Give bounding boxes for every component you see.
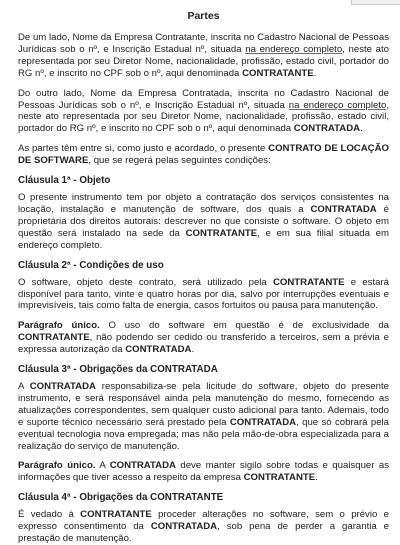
paragraph-contratante [18, 32, 389, 80]
clause-4-title: Cláusula 4ª - Obrigações da CONTRATANTE [18, 492, 224, 504]
text: De um lado, Nome da Empresa Contratante, inscrita no Cadastro Nacional de Pessoas Jurídicas sob o nº, e Inscrição Estadual nº, situada [18, 32, 389, 55]
clause-3-paragraph [18, 460, 389, 484]
text: . [191, 344, 195, 356]
text: O presente instrumento tem por objeto a contratação dos serviços consistentes na locação, instalação e manutenção de software, dos quais a [18, 192, 389, 215]
bold-term: CONTRATADA [310, 203, 377, 215]
bold-term: CONTRATADA [150, 521, 218, 533]
text: As partes têm entre si, como justo e acordado, o presente [18, 143, 269, 155]
paragraph-agreement [18, 143, 389, 167]
bold-term: CONTRATADA [109, 460, 176, 472]
text: , que se regerá pelas seguintes condições: [88, 155, 271, 167]
clause-2-text [18, 277, 389, 313]
bold-term: CONTRATANTE [185, 227, 258, 239]
paragraph-contratada [18, 88, 389, 136]
bold-term: CONTRATANTE [18, 332, 90, 344]
clause-3-title: Cláusula 3ª - Obrigações da CONTRATADA [18, 364, 218, 376]
text: . [313, 67, 317, 79]
clause-3-text [18, 381, 389, 452]
text: , neste ato representada por seu Diretor Nome, nacionalidade, profissão, estado civil, portador do RG nº, e inscrito no CPF sob o nº, aqui denominada [18, 43, 389, 79]
clause-2-title: Cláusula 2ª - Condições de uso [18, 259, 164, 271]
bold-term: CONTRATADA [293, 123, 361, 135]
text: proceder alterações no software, sem o prévio e expresso consentimento da [18, 509, 389, 533]
text: responsabiliza-se pela licitude do software, objeto do presente instrumento, e será responsável ainda pela manutenção do mesmo, fornecendo as atualizações correspondentes, sem qualquer custo adicional para tanto. Ademais, todo e suporte técnico necessário será prestado pela [18, 381, 389, 428]
bold-term: CONTRATADA [29, 381, 96, 393]
text: . [360, 123, 363, 135]
contract-type: CONTRATO DE LOCAÇÃO DE SOFTWARE [18, 143, 389, 167]
text: O software, objeto deste contrato, será utilizado pela [18, 276, 273, 288]
paragraph-lead: Parágrafo único. [18, 460, 96, 472]
text: , não podendo ser cedido ou transferido a terceiros, sem a prévia e expressa autorização da [18, 332, 389, 356]
bold-term: CONTRATANTE [80, 509, 152, 521]
paragraph-lead: Parágrafo único. [18, 320, 100, 332]
text: deve manter sigilo sobre todas e quaisquer as informações que tiver acesso a respeito da empresa [18, 460, 390, 484]
text: é proprietária dos direitos autorais: descrever no que consiste o software. O objeto em questão será instalado na sede da [18, 203, 389, 239]
clause-1-text [18, 192, 389, 252]
text: A [18, 381, 30, 393]
text: , neste ato representada por seu Diretor Nome, nacionalidade, profissão, estado civil, portador do RG nº, e inscrito no CPF sob o nº, aqui denominada [18, 99, 389, 135]
text: , e em sua filial situada em endereço completo. [18, 227, 389, 251]
text: , sob pena de perder a garantia e prestação de manutenção. [18, 521, 389, 545]
text: , que só cobrará pela eventual tecnologia nova empregada; mas não pela mão-de-obra especializada para a realização do serviço de manutenção. [18, 416, 390, 452]
address-link[interactable]: na endereço completo [288, 99, 387, 111]
clause-1-title: Cláusula 1ª - Objeto [18, 175, 111, 187]
bold-term: CONTRATANTE [272, 276, 345, 288]
address-link[interactable]: na endereço completo [245, 43, 343, 55]
clause-2-paragraph [18, 320, 389, 356]
bold-term: CONTRATADA [125, 344, 192, 356]
clause-4-text [18, 509, 389, 545]
bold-term: CONTRATADA [229, 416, 297, 428]
text: . [315, 472, 318, 484]
text: e estará disponível para tanto, vinte e quatro horas por dia, salvo por interrupções eventuais e imprevisíveis, tais como falta de energia, casos fortuitos ou pausa para manutenção. [18, 276, 389, 312]
text: Do outro lado, Nome da Empresa Contratada, inscrita no Cadastro Nacional de Pessoas Jurídicas sob o nº, e Inscrição Estadual nº, situada [18, 87, 389, 111]
bold-term: CONTRATANTE [242, 67, 314, 79]
bold-term: CONTRATANTE [243, 472, 316, 484]
text: O uso do software em questão é de exclusividade da [99, 320, 389, 332]
page-title: Partes [187, 10, 220, 22]
text: É vedado à [18, 509, 81, 521]
window-corner [351, 0, 400, 5]
text: A [95, 460, 110, 472]
